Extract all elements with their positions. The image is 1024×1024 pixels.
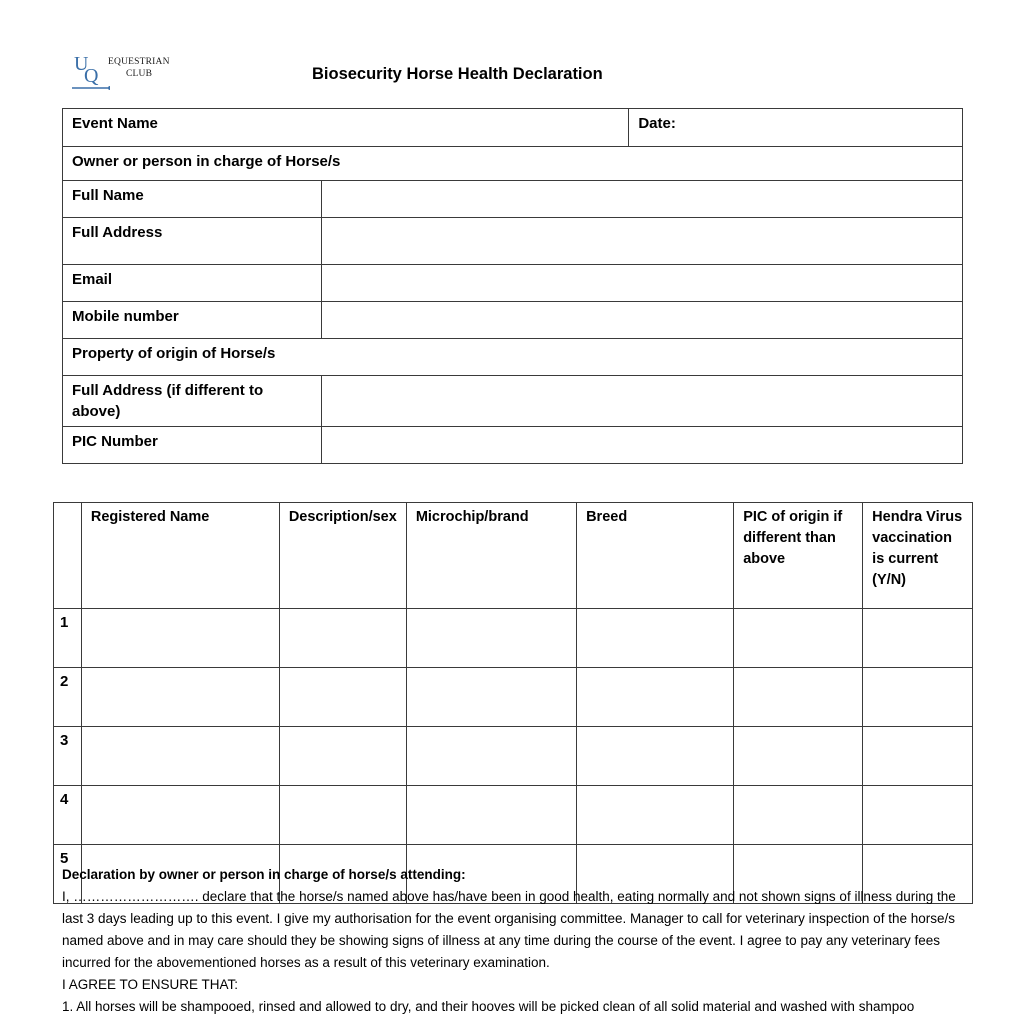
horse-cell[interactable]	[734, 609, 863, 668]
horse-cell[interactable]	[406, 786, 576, 845]
horse-cell[interactable]	[863, 668, 973, 727]
uq-monogram-icon	[70, 50, 110, 95]
horse-cell[interactable]	[81, 609, 279, 668]
svg-text:Q: Q	[84, 65, 99, 87]
horse-cell[interactable]	[734, 786, 863, 845]
pic-number-label: PIC Number	[63, 427, 322, 464]
horse-cell[interactable]	[406, 609, 576, 668]
full-name-label: Full Name	[63, 181, 322, 218]
header-pic-of-origin: PIC of origin if different than above	[734, 503, 863, 609]
logo-line-1: EQUESTRIAN	[108, 57, 170, 67]
ensure-heading: I AGREE TO ENSURE THAT:	[62, 977, 239, 992]
horse-cell[interactable]	[406, 668, 576, 727]
date-label[interactable]: Date:	[629, 109, 963, 147]
mobile-label: Mobile number	[63, 302, 322, 339]
svg-text:U: U	[74, 53, 89, 75]
horse-cell[interactable]	[863, 786, 973, 845]
ensure-item-1: 1. All horses will be shampooed, rinsed and allowed to dry, and their hooves will be picked clean of all solid material and washed with shampoo	[62, 999, 915, 1014]
horse-cell[interactable]	[81, 727, 279, 786]
horse-cell[interactable]	[279, 786, 406, 845]
row-number: 4	[54, 786, 82, 845]
document-title: Biosecurity Horse Health Declaration	[312, 65, 603, 83]
horse-cell[interactable]	[734, 668, 863, 727]
horse-cell[interactable]	[577, 668, 734, 727]
event-name-label[interactable]: Event Name	[63, 109, 629, 147]
header-breed: Breed	[577, 503, 734, 609]
full-address-label: Full Address	[63, 218, 322, 265]
row-number: 5	[54, 845, 82, 904]
horse-cell[interactable]	[863, 727, 973, 786]
header-registered-name: Registered Name	[81, 503, 279, 609]
club-logo	[70, 50, 190, 95]
row-number: 2	[54, 668, 82, 727]
horse-cell[interactable]	[81, 668, 279, 727]
full-name-field[interactable]	[321, 181, 962, 218]
logo-text	[108, 56, 170, 80]
table-row	[54, 668, 973, 727]
horse-cell[interactable]	[406, 727, 576, 786]
logo-line-2: CLUB	[126, 69, 153, 79]
property-address-label: Full Address (if different to above)	[63, 376, 322, 427]
declaration-paragraph: I, ………………………. declare that the horse/s named above has/have been in good health, eating normally and not shown signs of illness during the last 3 days leading up to this event. I give my authorisation for the event organising committee. Manager to call for veterinary inspection of the horse/s named above and in may care should they be showing signs of illness at any time during the course of the event. I agree to pay any veterinary fees incurred for the abovementioned horses as a result of this veterinary examination.	[62, 889, 956, 970]
header-number	[54, 503, 82, 609]
property-section-label: Property of origin of Horse/s	[63, 339, 963, 376]
declaration-section	[62, 864, 962, 1018]
horse-cell[interactable]	[577, 786, 734, 845]
table-row	[54, 786, 973, 845]
horse-cell[interactable]	[279, 609, 406, 668]
full-address-field[interactable]	[321, 218, 962, 265]
table-row	[54, 609, 973, 668]
owner-section-label: Owner or person in charge of Horse/s	[63, 147, 963, 181]
owner-details-table	[62, 108, 963, 464]
row-number: 1	[54, 609, 82, 668]
pic-number-field[interactable]	[321, 427, 962, 464]
property-address-field[interactable]	[321, 376, 962, 427]
horse-cell[interactable]	[863, 609, 973, 668]
horse-cell[interactable]	[734, 727, 863, 786]
table-row	[54, 727, 973, 786]
declaration-heading: Declaration by owner or person in charge of horse/s attending:	[62, 867, 466, 882]
header-microchip-brand: Microchip/brand	[406, 503, 576, 609]
horse-cell[interactable]	[577, 727, 734, 786]
row-number: 3	[54, 727, 82, 786]
email-field[interactable]	[321, 265, 962, 302]
header-description-sex: Description/sex	[279, 503, 406, 609]
email-label: Email	[63, 265, 322, 302]
header-hendra-vaccination: Hendra Virus vaccination is current (Y/N)	[863, 503, 973, 609]
horse-details-table	[53, 502, 973, 904]
horse-cell[interactable]	[279, 668, 406, 727]
horse-table-header	[54, 503, 973, 609]
horse-cell[interactable]	[81, 786, 279, 845]
horse-cell[interactable]	[577, 609, 734, 668]
horse-cell[interactable]	[279, 727, 406, 786]
mobile-field[interactable]	[321, 302, 962, 339]
